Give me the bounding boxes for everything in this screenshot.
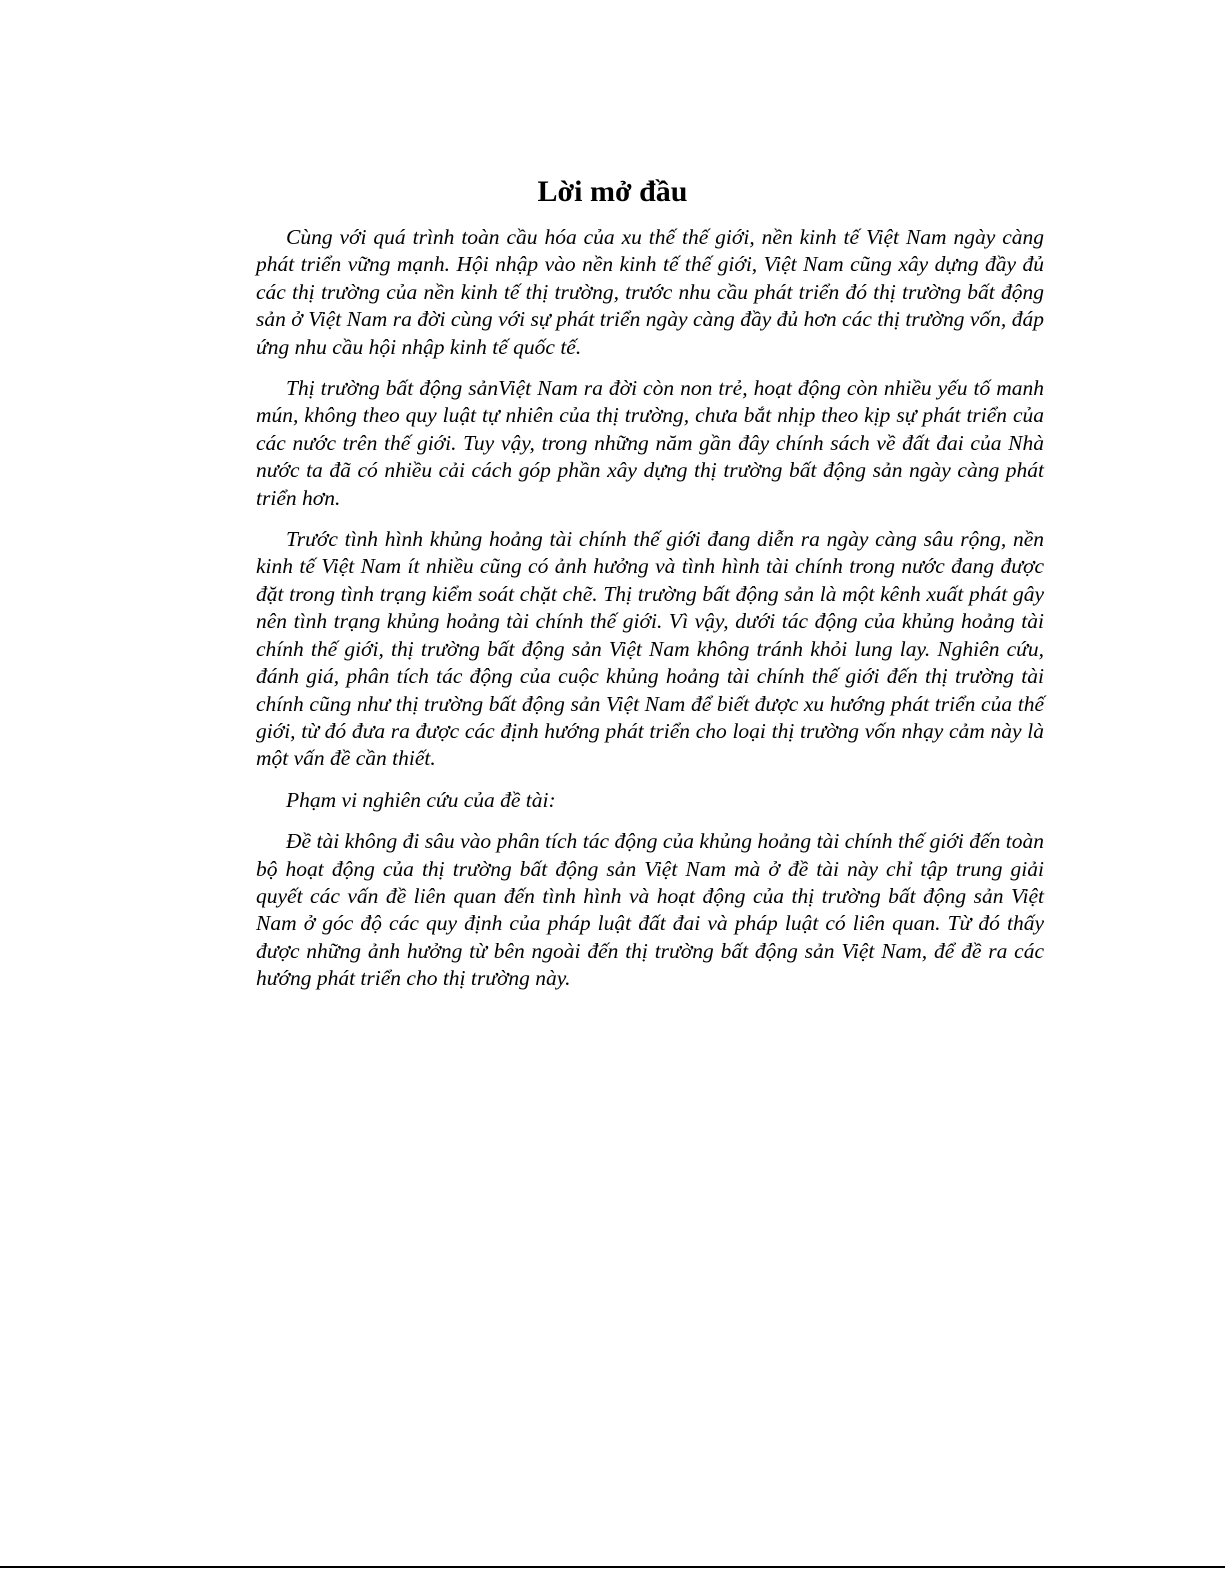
paragraph-intro: Cùng với quá trình toàn cầu hóa của xu thế thế giới, nền kinh tế Việt Nam ngày càng phát triển vững mạnh. Hội nhập vào nền kinh tế thế giới, Việt Nam cũng xây dựng đầy đủ các thị trường của nền kinh tế thị trường, trước nhu cầu phát triển đó thị trường bất động sản ở Việt Nam ra đời cùng với sự phát triển ngày càng đầy đủ hơn các thị trường vốn, đáp ứng nhu cầu hội nhập kinh tế quốc tế. [256,225,1044,359]
paragraph-scope: Đề tài không đi sâu vào phân tích tác động của khủng hoảng tài chính thế giới đến toàn bộ hoạt động của thị trường bất động sản Việt Nam mà ở đề tài này chỉ tập trung giải quyết các vấn đề liên quan đến tình hình và hoạt động của thị trường bất động sản Việt Nam ở góc độ các quy định của pháp luật đất đai và pháp luật có liên quan. Từ đó thấy được những ảnh hưởng từ bên ngoài đến thị trường bất động sản Việt Nam, để đề ra các hướng phát triển cho thị trường này. [256,829,1044,991]
page-title: Lời mở đầu [537,175,688,208]
paragraph-market-status: Thị trường bất động sảnViệt Nam ra đời còn non trẻ, hoạt động còn nhiều yếu tố manh mún, không theo quy luật tự nhiên của thị trường, chưa bắt nhịp theo kịp sự phát triển của các nước trên thế giới. Tuy vậy, trong những năm gần đây chính sách về đất đai của Nhà nước ta đã có nhiều cải cách góp phần xây dựng thị trường bất động sản ngày càng phát triển hơn. [256,376,1044,510]
document-body [256,224,1044,1007]
paragraph-financial-crisis: Trước tình hình khủng hoảng tài chính thế giới đang diễn ra ngày càng sâu rộng, nền kinh tế Việt Nam ít nhiều cũng có ảnh hưởng và tình hình tài chính trong nước đang được đặt trong tình trạng kiểm soát chặt chẽ. Thị trường bất động sản là một kênh xuất phát gây nên tình trạng khủng hoảng tài chính thế giới. Vì vậy, dưới tác động của khủng hoảng tài chính thế giới, thị trường bất động sản Việt Nam không tránh khỏi lung lay. Nghiên cứu, đánh giá, phân tích tác động của cuộc khủng hoảng tài chính thế giới đến thị trường tài chính cũng như thị trường bất động sản Việt Nam để biết được xu hướng phát triển của thế giới, từ đó đưa ra được các định hướng phát triển cho loại thị trường vốn nhạy cảm này là một vấn đề cần thiết. [256,527,1044,771]
paragraph-scope-heading: Phạm vi nghiên cứu của đề tài: [286,787,556,812]
page-bottom-rule [0,1566,1225,1568]
